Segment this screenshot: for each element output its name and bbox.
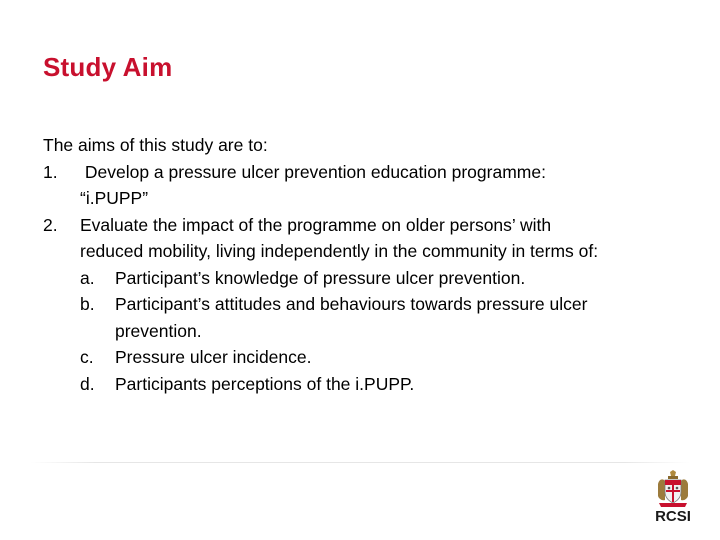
crest-icon	[656, 470, 690, 508]
aim-text	[80, 212, 598, 265]
sub-item-d	[80, 371, 693, 398]
sub-item-a	[80, 265, 693, 292]
sub-letter: c.	[80, 347, 94, 367]
sub-line: prevention.	[115, 320, 202, 341]
footer-divider	[30, 462, 690, 463]
sub-text	[115, 344, 311, 371]
sub-item-b	[80, 291, 693, 344]
sub-line: Participant’s attitudes and behaviours towards pressure ulcer	[115, 294, 588, 314]
rcsi-wordmark: RCSI	[655, 508, 691, 525]
sub-text	[115, 371, 414, 398]
sub-line: Participant’s knowledge of pressure ulcer prevention.	[115, 267, 526, 288]
slide-title: Study Aim	[43, 52, 173, 82]
aim-line: Evaluate the impact of the programme on older persons’ with	[80, 214, 552, 235]
slide-body	[43, 132, 693, 397]
sub-line: Participants perceptions of the i.PUPP.	[115, 373, 415, 394]
aim-item-1	[43, 159, 693, 212]
sub-line: Pressure ulcer incidence.	[115, 347, 312, 367]
aim-text	[80, 159, 546, 212]
sub-text	[115, 291, 587, 344]
aim-number: 2.	[43, 214, 58, 235]
aim-line: Develop a pressure ulcer prevention education programme:	[80, 161, 546, 182]
aim-line: “i.PUPP”	[80, 188, 149, 208]
sub-letter: d.	[80, 373, 95, 394]
sub-letter: b.	[80, 294, 95, 314]
sub-letter: a.	[80, 267, 95, 288]
sub-text	[115, 265, 525, 292]
rcsi-logo	[652, 470, 694, 530]
intro-text: The aims of this study are to:	[43, 135, 268, 155]
aim-item-2	[43, 212, 693, 265]
sub-item-c	[80, 344, 693, 371]
aim-line: reduced mobility, living independently in the community in terms of:	[80, 241, 599, 261]
aim-number: 1.	[43, 161, 58, 182]
